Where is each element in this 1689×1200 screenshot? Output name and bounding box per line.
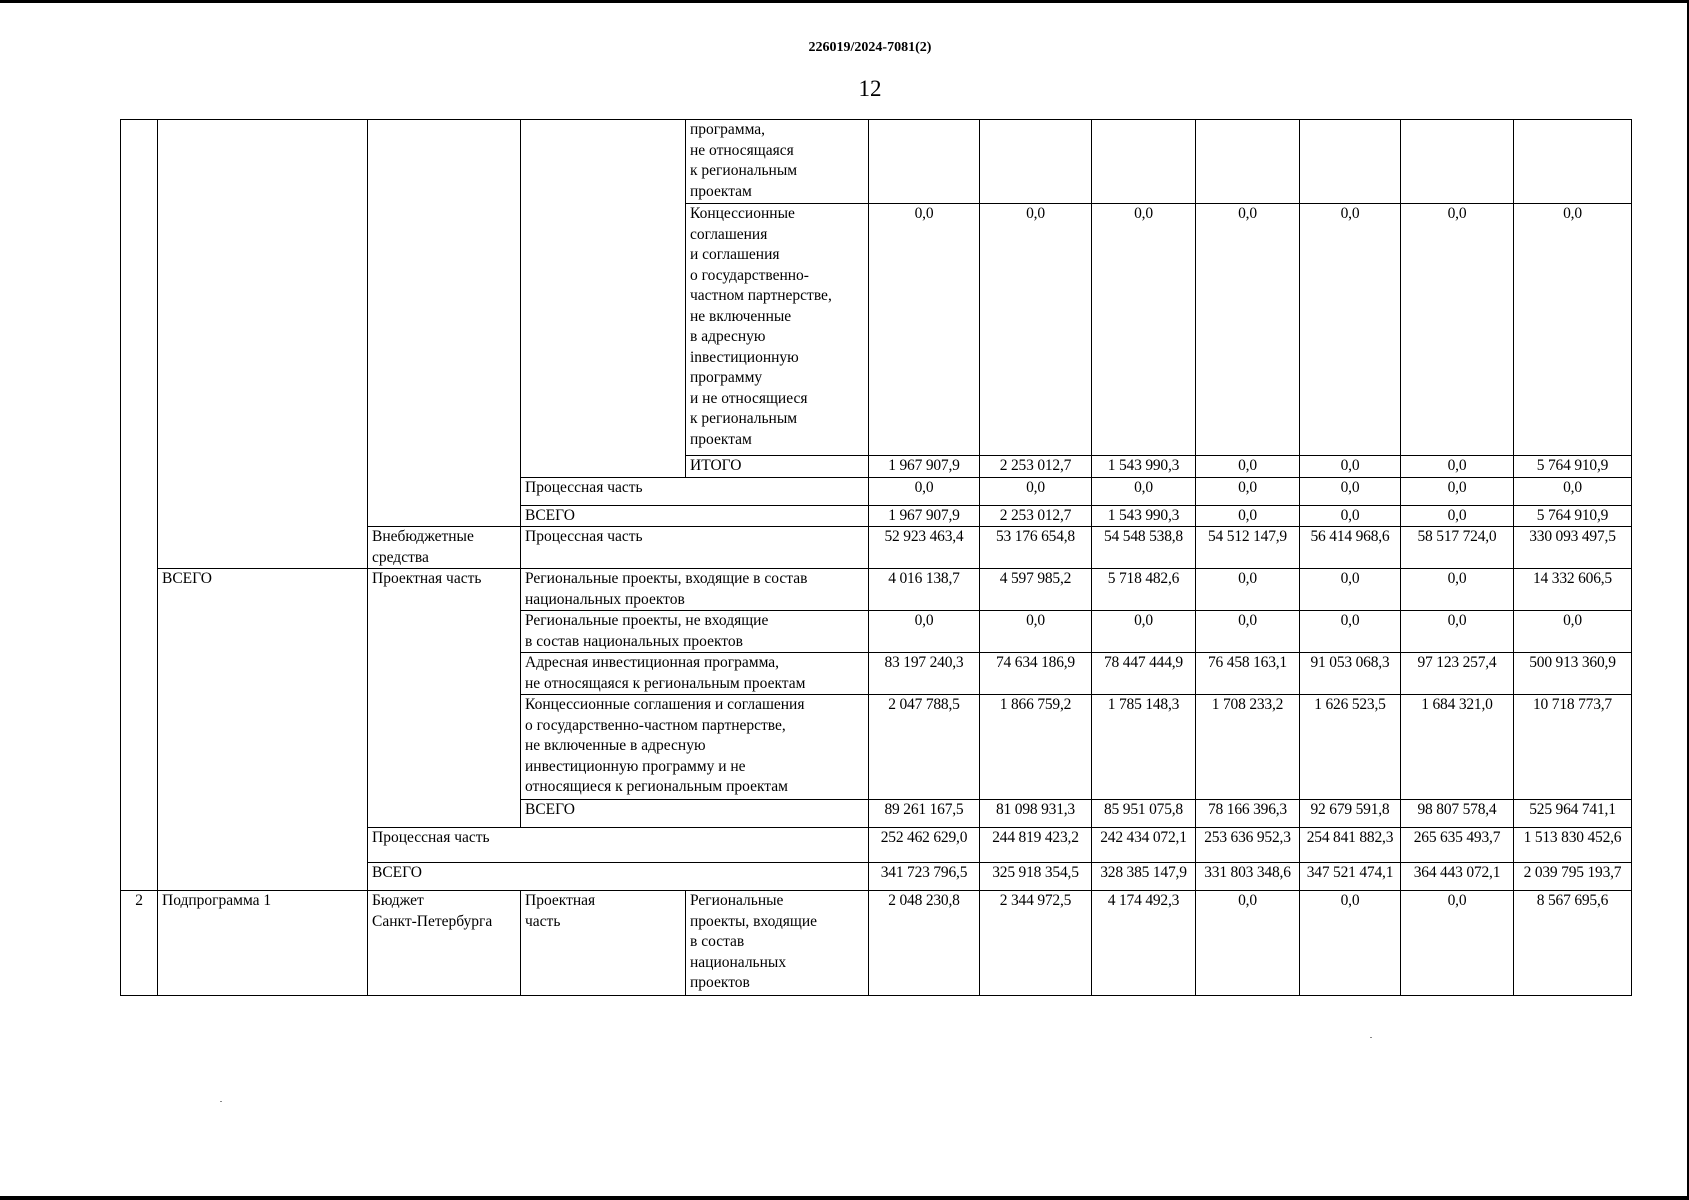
row-number: 2	[121, 891, 158, 996]
value-cell: 78 447 444,9	[1092, 653, 1196, 695]
value-cell: 347 521 474,1	[1300, 863, 1401, 891]
value-cell: 2 047 788,5	[869, 695, 980, 800]
subprogram-name: Подпрограмма 1	[158, 891, 368, 996]
row-label: программа, не относящаяся к региональным проектам	[686, 120, 869, 204]
row-label: Региональные проекты, не входящие в состав национальных проектов	[521, 611, 869, 653]
value-cell: 0,0	[1514, 477, 1632, 505]
budget-table	[120, 119, 1632, 996]
scan-speck	[220, 1101, 222, 1102]
value-cell: 0,0	[1092, 204, 1196, 456]
value-cell: 0,0	[1300, 456, 1401, 478]
value-cell: 0,0	[1092, 477, 1196, 505]
value-cell: 81 098 931,3	[980, 800, 1092, 828]
value-cell: 0,0	[1514, 204, 1632, 456]
value-cell: 254 841 882,3	[1300, 828, 1401, 863]
value-cell: 0,0	[1300, 204, 1401, 456]
table-row	[121, 891, 1632, 996]
value-cell: 8 567 695,6	[1514, 891, 1632, 996]
value-cell: 1 967 907,9	[869, 505, 980, 527]
value-cell: 76 458 163,1	[1196, 653, 1300, 695]
value-cell: 0,0	[980, 477, 1092, 505]
value-cell: 0,0	[1401, 611, 1514, 653]
row-label: Процессная часть	[521, 527, 869, 569]
value-cell: 341 723 796,5	[869, 863, 980, 891]
value-cell: 83 197 240,3	[869, 653, 980, 695]
document-id: 226019/2024-7081(2)	[808, 40, 932, 55]
page-border-bottom	[0, 1196, 1689, 1200]
row-label: ВСЕГО	[521, 800, 869, 828]
value-cell: 0,0	[980, 204, 1092, 456]
value-cell: 78 166 396,3	[1196, 800, 1300, 828]
value-cell: 253 636 952,3	[1196, 828, 1300, 863]
source-label: Бюджет Санкт-Петербурга	[368, 891, 521, 996]
value-cell: 0,0	[980, 611, 1092, 653]
value-cell: 89 261 167,5	[869, 800, 980, 828]
value-cell: 2 048 230,8	[869, 891, 980, 996]
project-part-label: Проектная часть	[368, 569, 521, 828]
value-cell: 2 344 972,5	[980, 891, 1092, 996]
value-cell: 0,0	[1300, 611, 1401, 653]
value-cell: 1 866 759,2	[980, 695, 1092, 800]
value-cell: 1 543 990,3	[1092, 456, 1196, 478]
value-cell: 53 176 654,8	[980, 527, 1092, 569]
value-cell: 525 964 741,1	[1514, 800, 1632, 828]
value-cell: 1 785 148,3	[1092, 695, 1196, 800]
value-cell: 97 123 257,4	[1401, 653, 1514, 695]
value-cell: 0,0	[1300, 505, 1401, 527]
value-cell: 5 764 910,9	[1514, 505, 1632, 527]
value-cell: 0,0	[1196, 891, 1300, 996]
value-cell: 91 053 068,3	[1300, 653, 1401, 695]
row-label: Процессная часть	[521, 477, 869, 505]
value-cell: 0,0	[869, 477, 980, 505]
cell-number-empty	[121, 120, 158, 891]
part-label: Проектная часть	[521, 891, 686, 996]
value-cell: 56 414 968,6	[1300, 527, 1401, 569]
row-label: Концессионные соглашения и соглашения о государственно-частном партнерстве, не включенные в адресную инвестиционную программу и не относящиеся к региональным проектам	[521, 695, 869, 800]
row-label: Региональные проекты, входящие в состав национальных проектов	[521, 569, 869, 611]
value-cell: 4 016 138,7	[869, 569, 980, 611]
row-label: Процессная часть	[368, 828, 869, 863]
value-cell: 58 517 724,0	[1401, 527, 1514, 569]
value-cell: 0,0	[1196, 611, 1300, 653]
value-cell: 364 443 072,1	[1401, 863, 1514, 891]
value-cell: 0,0	[1300, 891, 1401, 996]
value-cell: 0,0	[1401, 505, 1514, 527]
row-label: ВСЕГО	[368, 863, 869, 891]
value-cell: 4 597 985,2	[980, 569, 1092, 611]
value-cell: 0,0	[1196, 204, 1300, 456]
row-label: ВСЕГО	[521, 505, 869, 527]
table-row	[121, 120, 1632, 204]
value-cell: 252 462 629,0	[869, 828, 980, 863]
value-cell: 54 548 538,8	[1092, 527, 1196, 569]
value-cell: 92 679 591,8	[1300, 800, 1401, 828]
value-cell: 1 513 830 452,6	[1514, 828, 1632, 863]
cell-part-empty	[521, 120, 686, 478]
value-cell: 4 174 492,3	[1092, 891, 1196, 996]
value-cell: 0,0	[1401, 569, 1514, 611]
value-cell: 331 803 348,6	[1196, 863, 1300, 891]
value-cell: 0,0	[1300, 477, 1401, 505]
value-cell: 0,0	[1401, 477, 1514, 505]
value-cell: 2 253 012,7	[980, 505, 1092, 527]
value-cell: 74 634 186,9	[980, 653, 1092, 695]
value-cell: 242 434 072,1	[1092, 828, 1196, 863]
value-cell: 0,0	[1401, 456, 1514, 478]
value-cell: 1 543 990,3	[1092, 505, 1196, 527]
value-cell: 10 718 773,7	[1514, 695, 1632, 800]
value-cell: 500 913 360,9	[1514, 653, 1632, 695]
row-label: Адресная инвестиционная программа, не относящаяся к региональным проектам	[521, 653, 869, 695]
page-number: 12	[858, 76, 882, 101]
value-cell: 0,0	[869, 204, 980, 456]
page-border-top	[0, 0, 1689, 3]
row-label: ИТОГО	[686, 456, 869, 478]
value-cell: 1 708 233,2	[1196, 695, 1300, 800]
value-cell: 0,0	[1401, 891, 1514, 996]
value-cell: 0,0	[1401, 204, 1514, 456]
scan-speck	[1370, 1037, 1372, 1038]
value-cell: 1 967 907,9	[869, 456, 980, 478]
value-cell: 244 819 423,2	[980, 828, 1092, 863]
value-cell: 98 807 578,4	[1401, 800, 1514, 828]
value-cell: 0,0	[869, 611, 980, 653]
value-cell: 54 512 147,9	[1196, 527, 1300, 569]
value-cell: 52 923 463,4	[869, 527, 980, 569]
value-cell: 325 918 354,5	[980, 863, 1092, 891]
value-cell: 330 093 497,5	[1514, 527, 1632, 569]
value-cell: 0,0	[1092, 611, 1196, 653]
total-label: ВСЕГО	[158, 569, 368, 891]
value-cell: 0,0	[1196, 456, 1300, 478]
value-cell: 265 635 493,7	[1401, 828, 1514, 863]
value-cell: 0,0	[1514, 611, 1632, 653]
value-cell: 0,0	[1196, 505, 1300, 527]
value-cell: 2 039 795 193,7	[1514, 863, 1632, 891]
table-row	[121, 569, 1632, 611]
value-cell: 2 253 012,7	[980, 456, 1092, 478]
value-cell: 1 626 523,5	[1300, 695, 1401, 800]
value-cell: 0,0	[1300, 569, 1401, 611]
value-cell: 5 764 910,9	[1514, 456, 1632, 478]
cell-name-empty	[158, 120, 368, 569]
cell-source-empty	[368, 120, 521, 527]
value-cell: 1 684 321,0	[1401, 695, 1514, 800]
value-cell: 0,0	[1196, 477, 1300, 505]
value-cell: 328 385 147,9	[1092, 863, 1196, 891]
value-cell: 14 332 606,5	[1514, 569, 1632, 611]
value-cell: 0,0	[1196, 569, 1300, 611]
value-cell: 85 951 075,8	[1092, 800, 1196, 828]
source-label: Внебюджетные средства	[368, 527, 521, 569]
value-cell: 5 718 482,6	[1092, 569, 1196, 611]
row-label: Региональные проекты, входящие в состав национальных проектов	[686, 891, 869, 996]
row-label: Концессионные соглашения и соглашения о государственно- частном партнерстве, не включенные в адресную inвестиционную программу и не относящиеся к региональным проектам	[686, 204, 869, 456]
